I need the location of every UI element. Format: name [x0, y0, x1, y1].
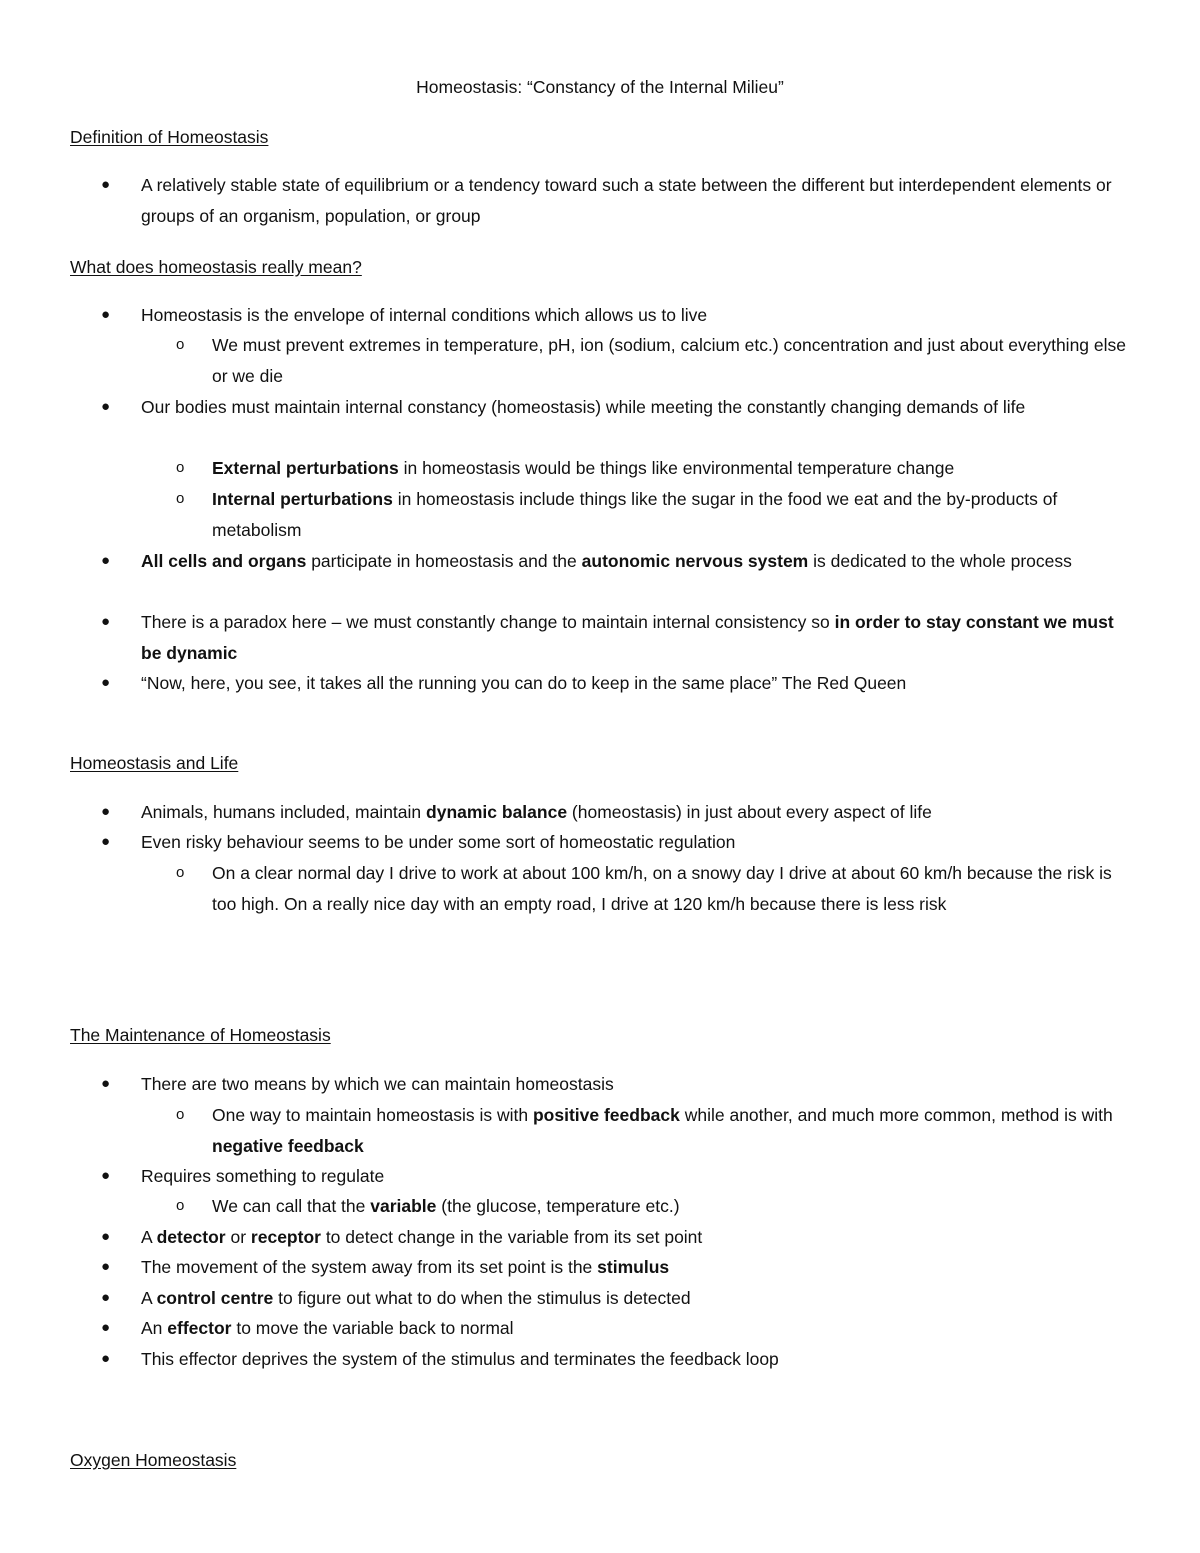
bold-term: External perturbations [212, 458, 399, 478]
list-item [101, 170, 1131, 231]
item-text: An [141, 1318, 168, 1338]
list-item [101, 546, 1131, 577]
bold-term: Internal perturbations [212, 489, 393, 509]
sub-bullet-marker: o [176, 1197, 185, 1214]
item-text: Even risky behaviour seems to be under some sort of homeostatic regulation [141, 832, 736, 852]
list-item [101, 797, 1131, 828]
bullet-marker: ● [101, 1258, 111, 1275]
item-text: to figure out what to do when the stimulus is detected [273, 1288, 691, 1308]
item-text: A [141, 1227, 157, 1247]
item-text: to detect change in the variable from its set point [320, 1227, 703, 1247]
list-item [101, 1252, 1131, 1283]
sub-bullet-marker: o [176, 490, 185, 507]
item-text: One way to maintain homeostasis is with [212, 1105, 533, 1125]
item-text: The movement of the system away from its set point is the [141, 1257, 598, 1277]
sub-list-item [176, 858, 1132, 919]
item-text: We can call that the [212, 1196, 371, 1216]
bullet-marker: ● [101, 1289, 111, 1306]
sub-bullet-marker: o [176, 864, 185, 881]
bullet-marker: ● [101, 306, 111, 323]
item-text: or [225, 1227, 251, 1247]
bold-term: negative feedback [212, 1135, 364, 1156]
bold-term: effector [167, 1318, 232, 1338]
section-heading-life: Homeostasis and Life [70, 753, 239, 773]
bullet-marker: ● [101, 1228, 111, 1245]
bullet-marker: ● [101, 176, 111, 193]
sub-bullet-marker: o [176, 459, 185, 476]
item-text: There are two means by which we can maintain homeostasis [141, 1074, 614, 1094]
sub-bullet-marker: o [176, 336, 185, 353]
bullet-marker: ● [101, 398, 111, 415]
item-text: Animals, humans included, maintain [141, 802, 427, 822]
item-text: We must prevent extremes in temperature, pH, ion (sodium, calcium etc.) concentration and just about everything else or we die [212, 335, 1126, 386]
sub-list-item [176, 1100, 1132, 1161]
item-text: while another, and much more common, method is with [679, 1105, 1113, 1125]
item-text: participate in homeostasis and the [306, 551, 582, 571]
bold-term: in order to stay constant we must be dynamic [141, 612, 1114, 663]
document-title: Homeostasis: “Constancy of the Internal Milieu” [416, 77, 784, 97]
list-item [101, 300, 1131, 331]
item-text: (homeostasis) in just about every aspect of life [567, 802, 932, 822]
item-text: is dedicated to the whole process [808, 551, 1072, 571]
bold-term: control centre [156, 1288, 274, 1308]
list-item [101, 607, 1131, 668]
sub-bullet-marker: o [176, 1106, 185, 1123]
bullet-marker: ● [101, 552, 111, 569]
bold-term: autonomic nervous system [581, 551, 809, 571]
list-item [101, 668, 1131, 699]
list-item [101, 1283, 1131, 1314]
list-item [101, 1344, 1131, 1375]
item-text: (the glucose, temperature etc.) [436, 1196, 680, 1216]
item-text: Requires something to regulate [141, 1166, 385, 1186]
item-text: A relatively stable state of equilibrium or a tendency toward such a state between the different but interdependent elements or groups of an organism, population, or group [141, 175, 1112, 226]
sub-list-item [176, 484, 1132, 545]
item-text: to move the variable back to normal [231, 1318, 514, 1338]
list-item [101, 1313, 1131, 1344]
sub-list-item [176, 453, 1132, 484]
item-text: in homeostasis would be things like environmental temperature change [398, 458, 955, 478]
bold-term: All cells and organs [141, 551, 307, 571]
bullet-marker: ● [101, 1319, 111, 1336]
item-text: Homeostasis is the envelope of internal conditions which allows us to live [141, 305, 708, 325]
section-heading-meaning: What does homeostasis really mean? [70, 257, 362, 277]
item-text: in homeostasis include things like the sugar in the food we eat and the by-products of metabolism [212, 489, 1058, 540]
bullet-marker: ● [101, 674, 111, 691]
list-item [101, 1222, 1131, 1253]
bullet-marker: ● [101, 1167, 111, 1184]
section-heading-oxygen: Oxygen Homeostasis [70, 1450, 237, 1470]
sub-list-item [176, 330, 1132, 391]
item-text: “Now, here, you see, it takes all the running you can do to keep in the same place” The Red Queen [141, 673, 907, 693]
item-text: There is a paradox here – we must constantly change to maintain internal consistency so [141, 612, 835, 632]
section-heading-maintenance: The Maintenance of Homeostasis [70, 1025, 331, 1045]
bullet-marker: ● [101, 833, 111, 850]
item-text: A [141, 1288, 157, 1308]
bullet-marker: ● [101, 1350, 111, 1367]
bullet-marker: ● [101, 1075, 111, 1092]
bold-term: receptor [250, 1227, 321, 1247]
bold-term: dynamic balance [426, 802, 568, 822]
bullet-marker: ● [101, 613, 111, 630]
bold-term: detector [156, 1227, 226, 1247]
item-text: This effector deprives the system of the stimulus and terminates the feedback loop [141, 1349, 779, 1369]
list-item [101, 1161, 1131, 1192]
section-heading-definition: Definition of Homeostasis [70, 127, 269, 147]
bullet-marker: ● [101, 803, 111, 820]
item-text: On a clear normal day I drive to work at about 100 km/h, on a snowy day I drive at about 60 km/h because the risk is too high. On a really nice day with an empty road, I drive at 120 km/h because there is less risk [212, 863, 1112, 914]
sub-list-item [176, 1191, 1132, 1222]
item-text: Our bodies must maintain internal constancy (homeostasis) while meeting the constantly changing demands of life [141, 397, 1026, 417]
bold-term: stimulus [597, 1257, 670, 1277]
list-item [101, 392, 1131, 423]
bold-term: positive feedback [532, 1105, 680, 1125]
list-item [101, 827, 1131, 858]
list-item [101, 1069, 1131, 1100]
bold-term: variable [370, 1196, 437, 1216]
